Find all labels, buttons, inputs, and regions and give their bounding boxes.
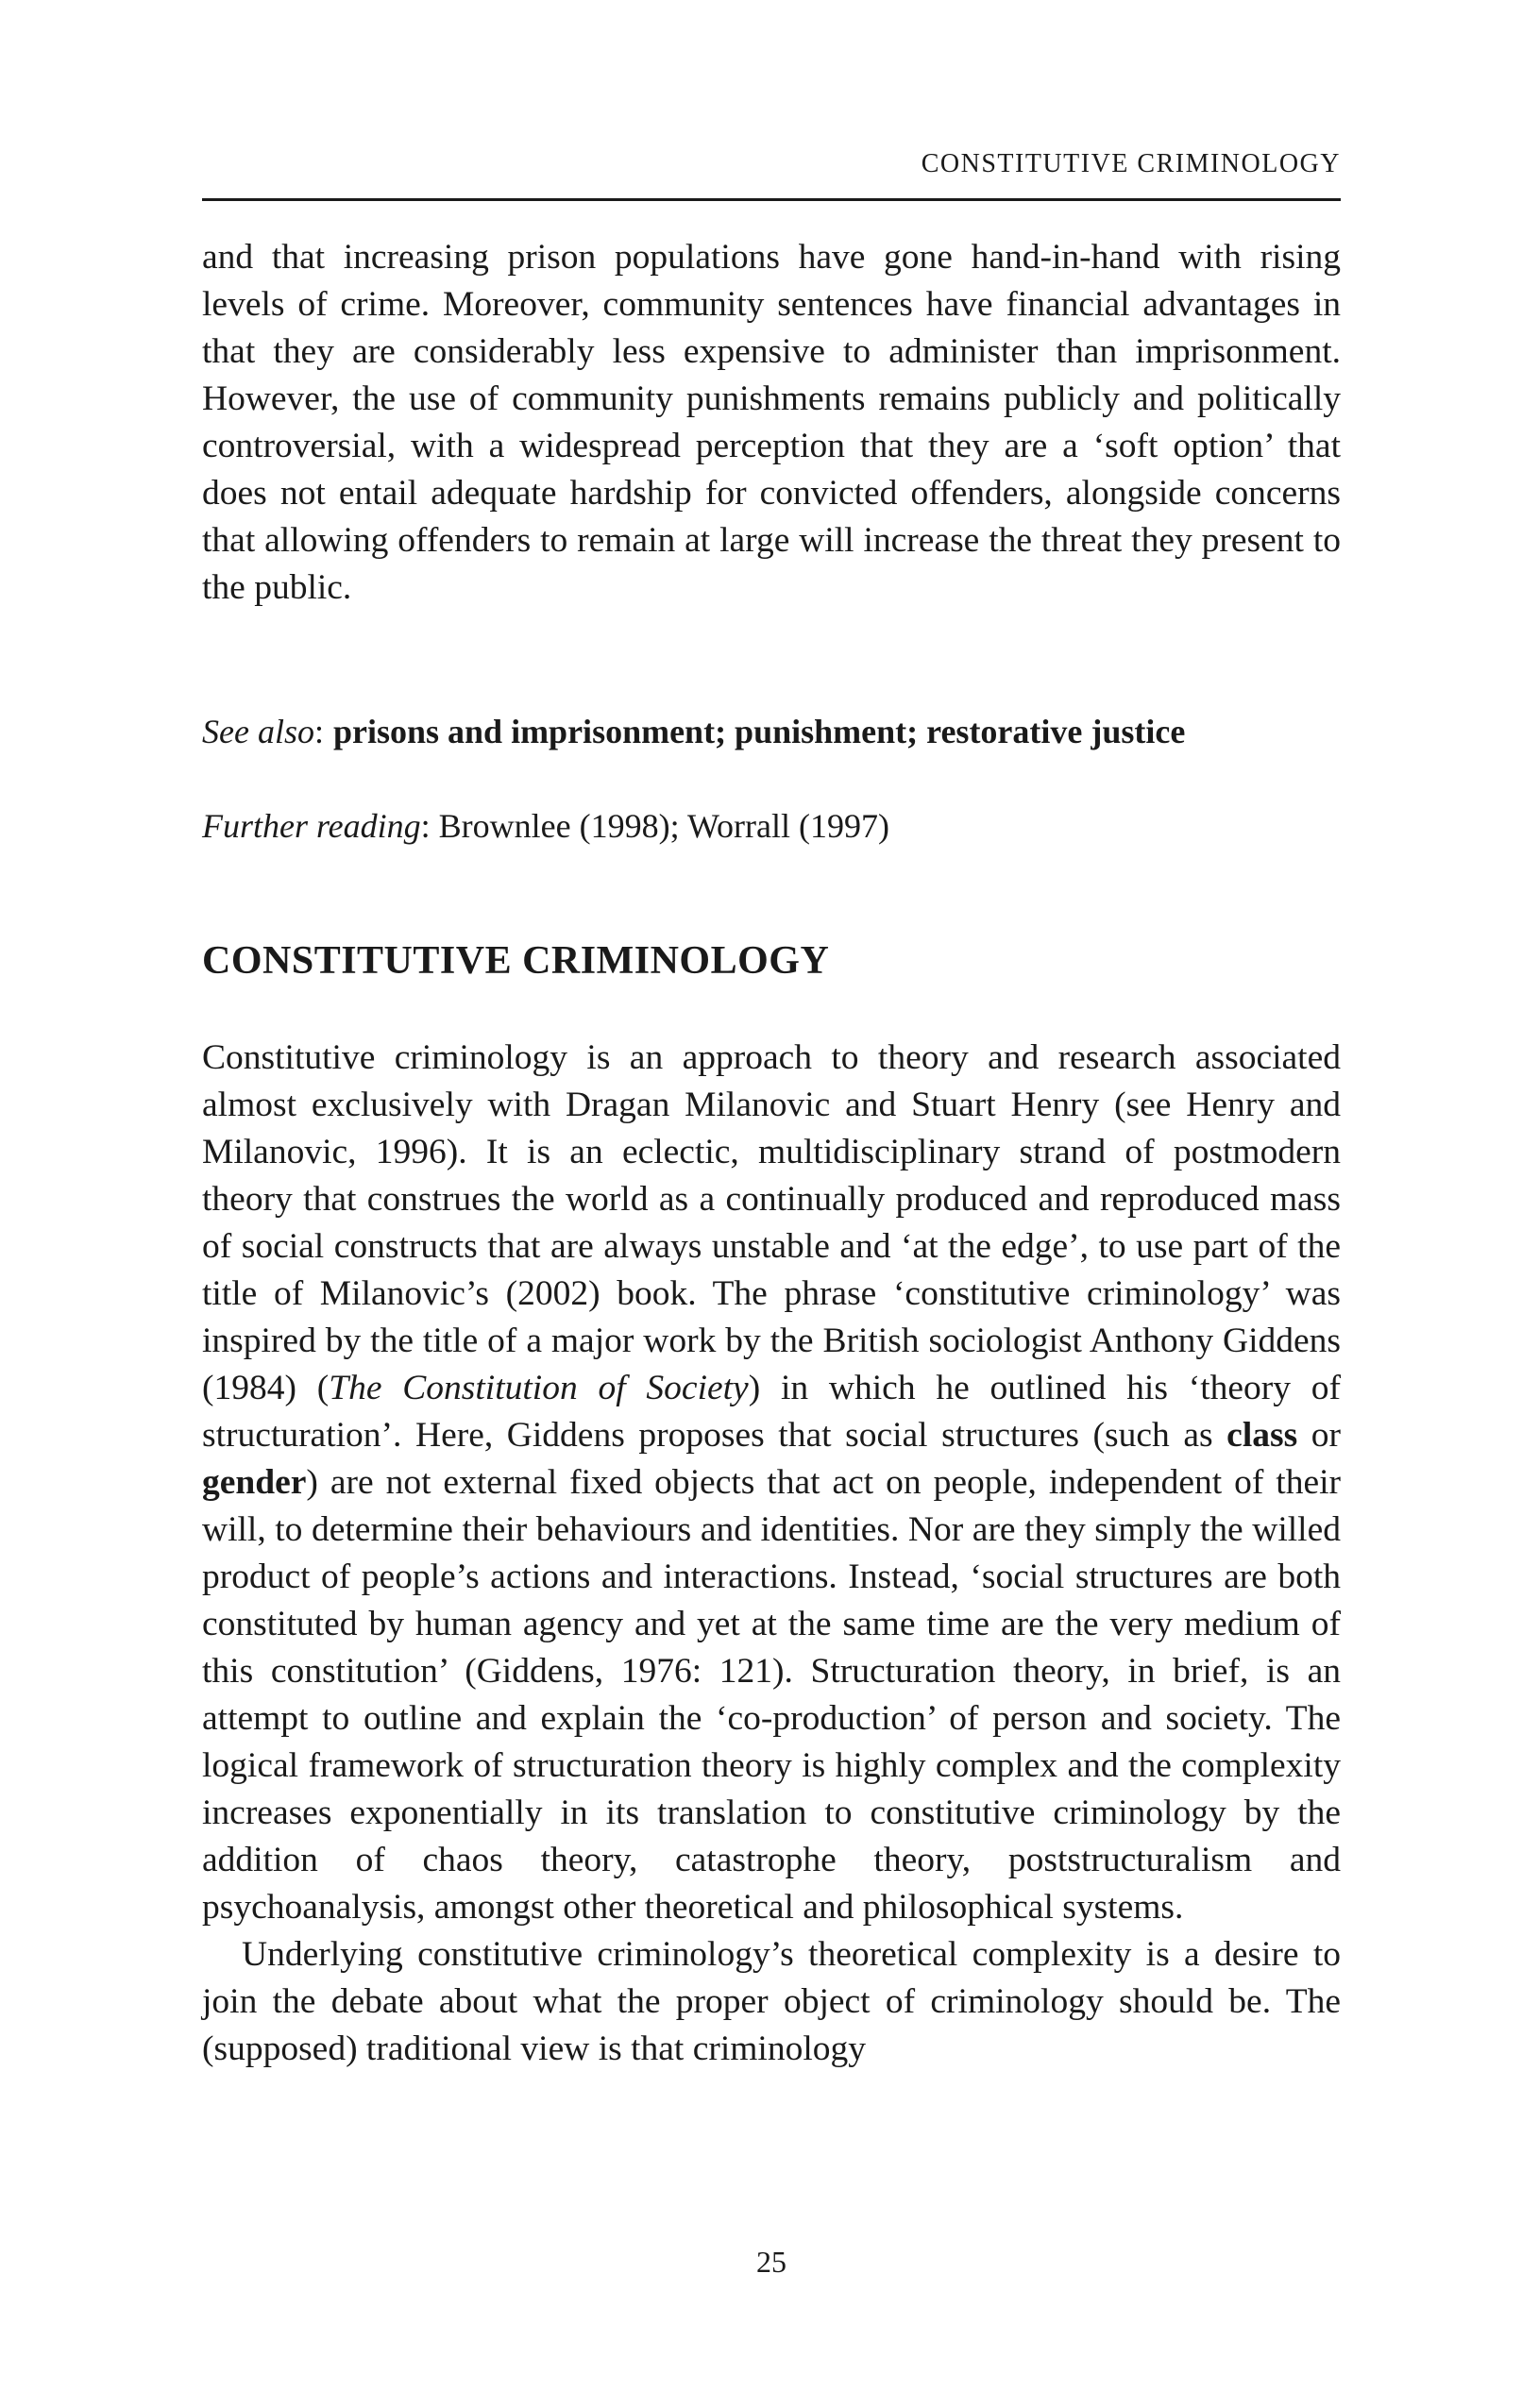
entry-heading: CONSTITUTIVE CRIMINOLOGY (202, 939, 830, 983)
text-run: ) in which he outlined his ‘theory of structuration’. Here, Giddens proposes that social structures (such as (202, 1369, 1342, 1455)
text-run: or (1297, 1416, 1341, 1455)
paragraph: Underlying constitutive criminology’s theoretical complexity is a desire to join the debate about what the proper object of criminology should be. The (supposed) traditional view is that criminology (202, 1935, 1341, 2068)
entry-body (202, 1035, 1341, 2073)
previous-entry-text (202, 234, 1341, 612)
text-run: Constitutive criminology is an approach to theory and research associated almost exclusively with Dragan Milanovic and Stuart Henry (see Henry and Milanovic, 1996). It is an eclectic, multidisciplinary strand of postmodern theory that construes the world as a continually produced and reproduced mass of social constructs that are always unstable and ‘at the edge’, to use part of the title of Milanovic’s (2002) book. The phrase ‘constitutive criminology’ was inspired by the title of a major work by the British sociologist Anthony Giddens (1984) ( (202, 1038, 1341, 1407)
cross-reference-class[interactable]: class (1226, 1416, 1298, 1455)
further-reading-references: Brownlee (1998); Worrall (1997) (438, 807, 889, 845)
running-header: CONSTITUTIVE CRIMINOLOGY (921, 149, 1341, 178)
book-page (202, 0, 1341, 2408)
see-also-references[interactable]: prisons and imprisonment; punishment; restorative justice (332, 713, 1186, 750)
paragraph: and that increasing prison populations have gone hand-in-hand with rising levels of crime. Moreover, community sentences have financial advantages in that they are considerably less expensive to administer than imprisonment. However, the use of community punishments remains publicly and politically controversial, with a widespread perception that they are a ‘soft option’ that does not entail adequate hardship for convicted offenders, alongside concerns that allowing offenders to remain at large will increase the threat they present to the public. (202, 238, 1341, 607)
see-also-label: See also (202, 713, 314, 750)
page-number: 25 (756, 2245, 786, 2279)
text-run: ) are not external fixed objects that act on people, independent of their will, to determine their behaviours and identities. Nor are they simply the willed product of people’s actions and interactions. Instead, ‘social structures are both constituted by human agency and yet at the same time are the very medium of this constitution’ (Giddens, 1976: 121). Structuration theory, in brief, is an attempt to outline and explain the ‘co-production’ of person and society. The logical framework of structuration theory is highly complex and the complexity increases exponentially in its translation to constitutive criminology by the addition of chaos theory, catastrophe theory, poststructuralism and psychoanalysis, amongst other theoretical and philosophical systems. (202, 1463, 1341, 1927)
see-also: See also: prisons and imprisonment; punishment; restorative justice (202, 713, 1186, 750)
further-reading-label: Further reading (202, 807, 421, 845)
paragraph (202, 1035, 1341, 1931)
cross-reference-gender[interactable]: gender (202, 1463, 307, 1502)
further-reading: Further reading: Brownlee (1998); Worrall (1997) (202, 807, 889, 845)
book-title: The Constitution of Society (329, 1369, 749, 1407)
header-rule (202, 198, 1341, 201)
